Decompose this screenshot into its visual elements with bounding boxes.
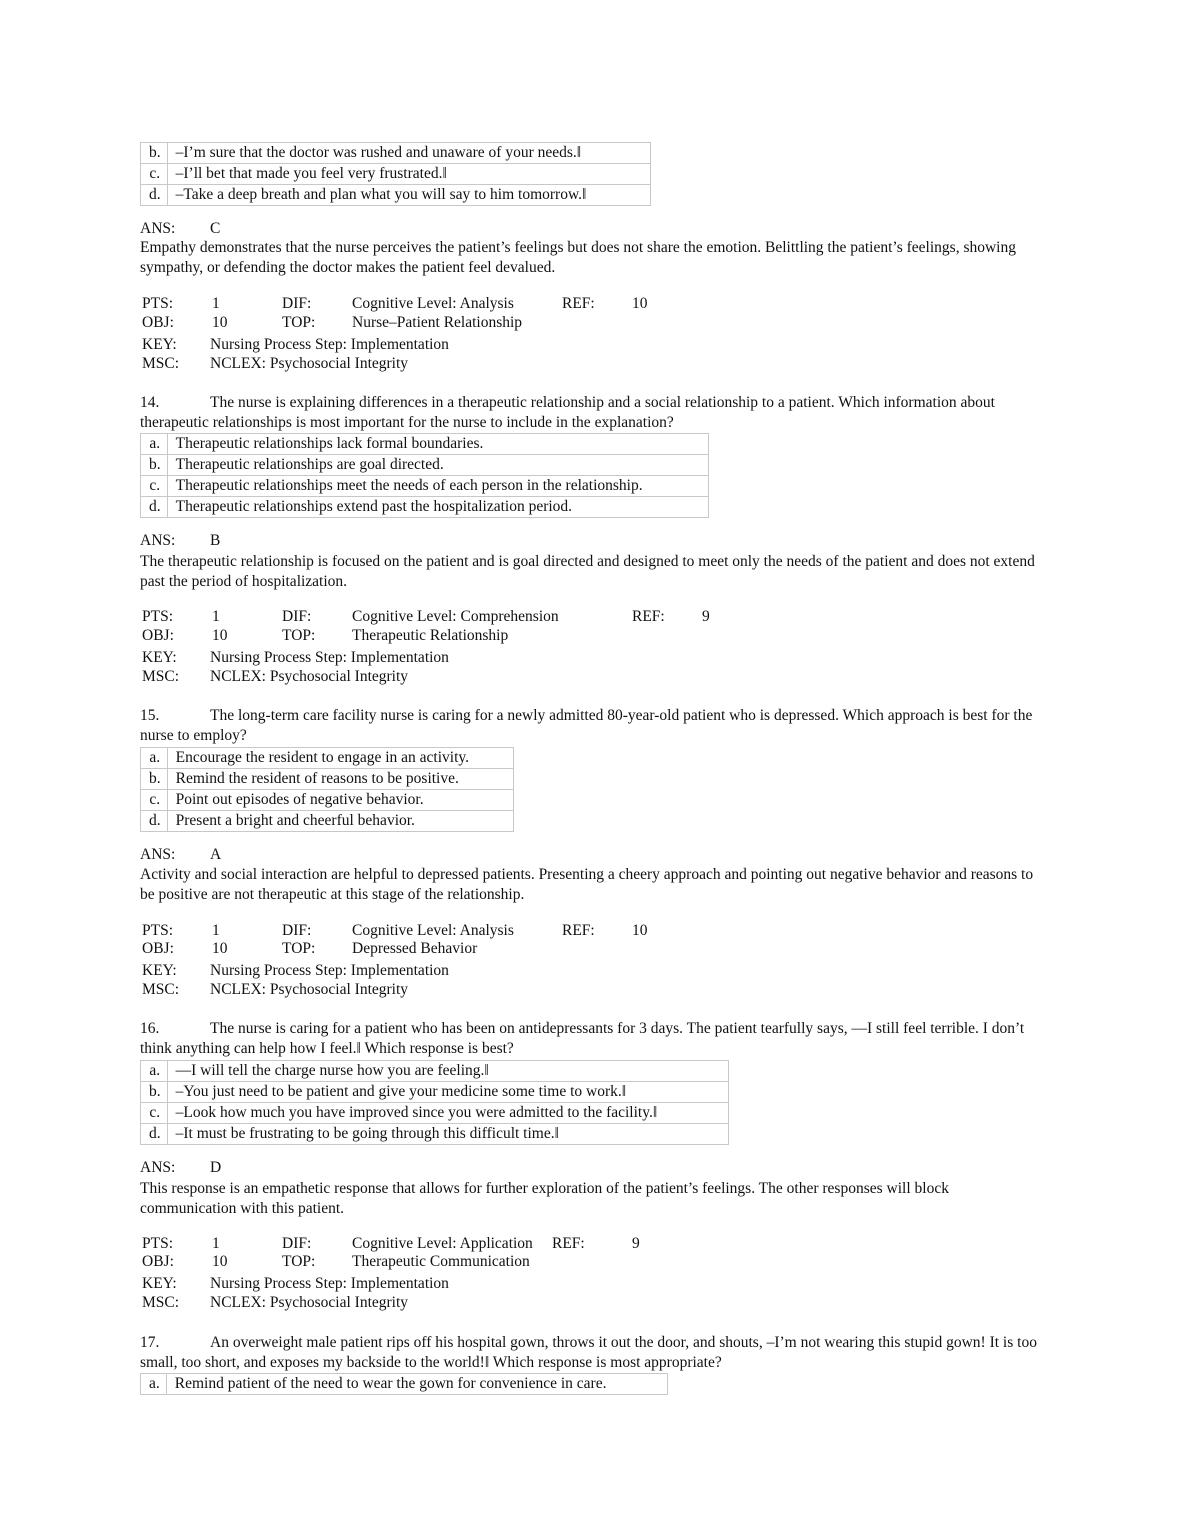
obj-label: OBJ: (142, 1253, 174, 1270)
ans-label: ANS: (140, 220, 176, 237)
option-row (141, 476, 709, 497)
top-value: Nurse–Patient Relationship (352, 314, 523, 331)
option-text: Therapeutic relationships meet the needs of each person in the relationship. (167, 476, 708, 497)
key-label: KEY: (142, 336, 177, 353)
option-text: Remind patient of the need to wear the gown for convenience in care. (166, 1374, 667, 1395)
option-row (141, 1374, 668, 1395)
option-letter: b. (141, 455, 168, 476)
option-row (141, 769, 514, 790)
ref-value: 9 (632, 1235, 640, 1252)
pts-value: 1 (212, 295, 220, 312)
rationale: Activity and social interaction are helpful to depressed patients. Presenting a cheery approach and pointing out negative behavior and reasons to be positive are not therapeutic at this stage of the relationship. (140, 866, 1034, 903)
option-row (141, 143, 651, 164)
option-letter: a. (141, 1374, 167, 1395)
ans-label: ANS: (140, 532, 176, 549)
dif-label: DIF: (282, 608, 312, 625)
top-label: TOP: (282, 314, 316, 331)
dif-value: Cognitive Level: Application (352, 1235, 533, 1252)
question-number: 15. (140, 707, 160, 724)
option-row (141, 1082, 729, 1103)
top-label: TOP: (282, 627, 316, 644)
option-letter: c. (141, 790, 168, 811)
ans-value: B (210, 532, 221, 549)
dif-value: Cognitive Level: Analysis (352, 295, 514, 312)
ans-value: C (210, 220, 221, 237)
obj-value: 10 (212, 940, 228, 957)
question-text: An overweight male patient rips off his hospital gown, throws it out the door, and shouts, ‒I’m not wearing this stupid gown! It is too small, too short, and exposes my backside to the world!‖ Which response is most appropriate? (140, 1334, 1037, 1371)
question-15-stem (140, 706, 1040, 746)
option-row (141, 811, 514, 832)
option-letter: a. (141, 748, 168, 769)
option-row (141, 1124, 729, 1145)
option-letter: d. (141, 811, 168, 832)
option-letter: c. (141, 476, 168, 497)
option-text: ‒You just need to be patient and give your medicine some time to work.‖ (167, 1082, 728, 1103)
pts-value: 1 (212, 1235, 220, 1252)
option-row (141, 185, 651, 206)
option-text: Point out episodes of negative behavior. (167, 790, 513, 811)
dif-label: DIF: (282, 295, 312, 312)
answer-options-q15 (140, 747, 514, 832)
option-letter: a. (141, 1061, 168, 1082)
ans-label: ANS: (140, 846, 176, 863)
rationale: Empathy demonstrates that the nurse perceives the patient’s feelings but does not share the emotion. Belittling the patient’s feelings, showing sympathy, or defending the doctor makes the patient feel devalued. (140, 239, 1016, 276)
key-value: Nursing Process Step: Implementation (210, 1275, 449, 1292)
top-value: Therapeutic Relationship (352, 627, 509, 644)
ans-value: A (210, 846, 222, 863)
option-row (141, 1103, 729, 1124)
top-label: TOP: (282, 1253, 316, 1270)
msc-label: MSC: (142, 981, 180, 998)
top-label: TOP: (282, 940, 316, 957)
option-text: ‒I’ll bet that made you feel very frustrated.‖ (167, 164, 650, 185)
key-label: KEY: (142, 962, 177, 979)
dif-label: DIF: (282, 1235, 312, 1252)
ref-value: 10 (632, 922, 648, 939)
option-text: Therapeutic relationships lack formal boundaries. (167, 434, 708, 455)
option-letter: d. (141, 185, 168, 206)
option-text: Therapeutic relationships extend past the hospitalization period. (167, 497, 708, 518)
ref-label: REF: (632, 608, 665, 625)
option-text: Remind the resident of reasons to be positive. (167, 769, 513, 790)
question-text: The nurse is explaining differences in a therapeutic relationship and a social relationship to a patient. Which information about therapeutic relationships is most important for the nurse to include in the explanation? (140, 394, 995, 431)
option-row (141, 497, 709, 518)
msc-value: NCLEX: Psychosocial Integrity (210, 981, 409, 998)
obj-value: 10 (212, 627, 228, 644)
top-value: Therapeutic Communication (352, 1253, 530, 1270)
question-number: 17. (140, 1334, 160, 1351)
option-row (141, 164, 651, 185)
option-letter: d. (141, 497, 168, 518)
pts-label: PTS: (142, 608, 174, 625)
ref-label: REF: (552, 1235, 585, 1252)
msc-value: NCLEX: Psychosocial Integrity (210, 355, 409, 372)
option-letter: c. (141, 164, 168, 185)
option-text: ‒Look how much you have improved since you were admitted to the facility.‖ (167, 1103, 728, 1124)
option-text: ‒Take a deep breath and plan what you will say to him tomorrow.‖ (167, 185, 650, 206)
answer-options-q13 (140, 142, 651, 206)
msc-value: NCLEX: Psychosocial Integrity (210, 1294, 409, 1311)
option-row (141, 455, 709, 476)
pts-label: PTS: (142, 922, 174, 939)
msc-label: MSC: (142, 1294, 180, 1311)
option-letter: b. (141, 143, 168, 164)
option-row (141, 1061, 729, 1082)
key-value: Nursing Process Step: Implementation (210, 962, 449, 979)
question-17-stem (140, 1333, 1040, 1373)
option-letter: b. (141, 769, 168, 790)
rationale: This response is an empathetic response that allows for further exploration of the patient’s feelings. The other responses will block communication with this patient. (140, 1180, 949, 1217)
key-label: KEY: (142, 1275, 177, 1292)
option-text: ―I will tell the charge nurse how you are feeling.‖ (167, 1061, 728, 1082)
key-value: Nursing Process Step: Implementation (210, 336, 449, 353)
pts-label: PTS: (142, 1235, 174, 1252)
ans-label: ANS: (140, 1159, 176, 1176)
ref-label: REF: (562, 295, 595, 312)
dif-label: DIF: (282, 922, 312, 939)
option-text: Present a bright and cheerful behavior. (167, 811, 513, 832)
key-label: KEY: (142, 649, 177, 666)
obj-value: 10 (212, 1253, 228, 1270)
pts-value: 1 (212, 922, 220, 939)
answer-options-q16 (140, 1060, 729, 1145)
ref-value: 10 (632, 295, 648, 312)
pts-value: 1 (212, 608, 220, 625)
top-value: Depressed Behavior (352, 940, 478, 957)
question-text: The long-term care facility nurse is caring for a newly admitted 80-year-old patient who is depressed. Which approach is best for the nurse to employ? (140, 707, 1033, 744)
question-text: The nurse is caring for a patient who has been on antidepressants for 3 days. The patient tearfully says, ―I still feel terrible. I don’t think anything can help how I feel.‖ Which response is best? (140, 1020, 1025, 1057)
pts-label: PTS: (142, 295, 174, 312)
option-text: Encourage the resident to engage in an activity. (167, 748, 513, 769)
option-text: Therapeutic relationships are goal directed. (167, 455, 708, 476)
question-14-stem (140, 393, 1040, 433)
msc-label: MSC: (142, 355, 180, 372)
ref-value: 9 (702, 608, 710, 625)
dif-value: Cognitive Level: Comprehension (352, 608, 559, 625)
option-text: ‒It must be frustrating to be going through this difficult time.‖ (167, 1124, 728, 1145)
answer-options-q17 (140, 1373, 668, 1395)
dif-value: Cognitive Level: Analysis (352, 922, 514, 939)
option-row (141, 434, 709, 455)
question-number: 16. (140, 1020, 160, 1037)
question-number: 14. (140, 394, 160, 411)
option-row (141, 790, 514, 811)
obj-label: OBJ: (142, 627, 174, 644)
option-text: ‒I’m sure that the doctor was rushed and unaware of your needs.‖ (167, 143, 650, 164)
msc-value: NCLEX: Psychosocial Integrity (210, 668, 409, 685)
msc-label: MSC: (142, 668, 180, 685)
option-letter: c. (141, 1103, 168, 1124)
obj-value: 10 (212, 314, 228, 331)
question-16-stem (140, 1019, 1040, 1059)
rationale: The therapeutic relationship is focused on the patient and is goal directed and designed to meet only the needs of the patient and does not extend past the period of hospitalization. (140, 553, 1035, 590)
ans-value: D (210, 1159, 222, 1176)
ref-label: REF: (562, 922, 595, 939)
answer-options-q14 (140, 433, 709, 518)
obj-label: OBJ: (142, 314, 174, 331)
option-letter: a. (141, 434, 168, 455)
obj-label: OBJ: (142, 940, 174, 957)
option-row (141, 748, 514, 769)
option-letter: b. (141, 1082, 168, 1103)
option-letter: d. (141, 1124, 168, 1145)
key-value: Nursing Process Step: Implementation (210, 649, 449, 666)
